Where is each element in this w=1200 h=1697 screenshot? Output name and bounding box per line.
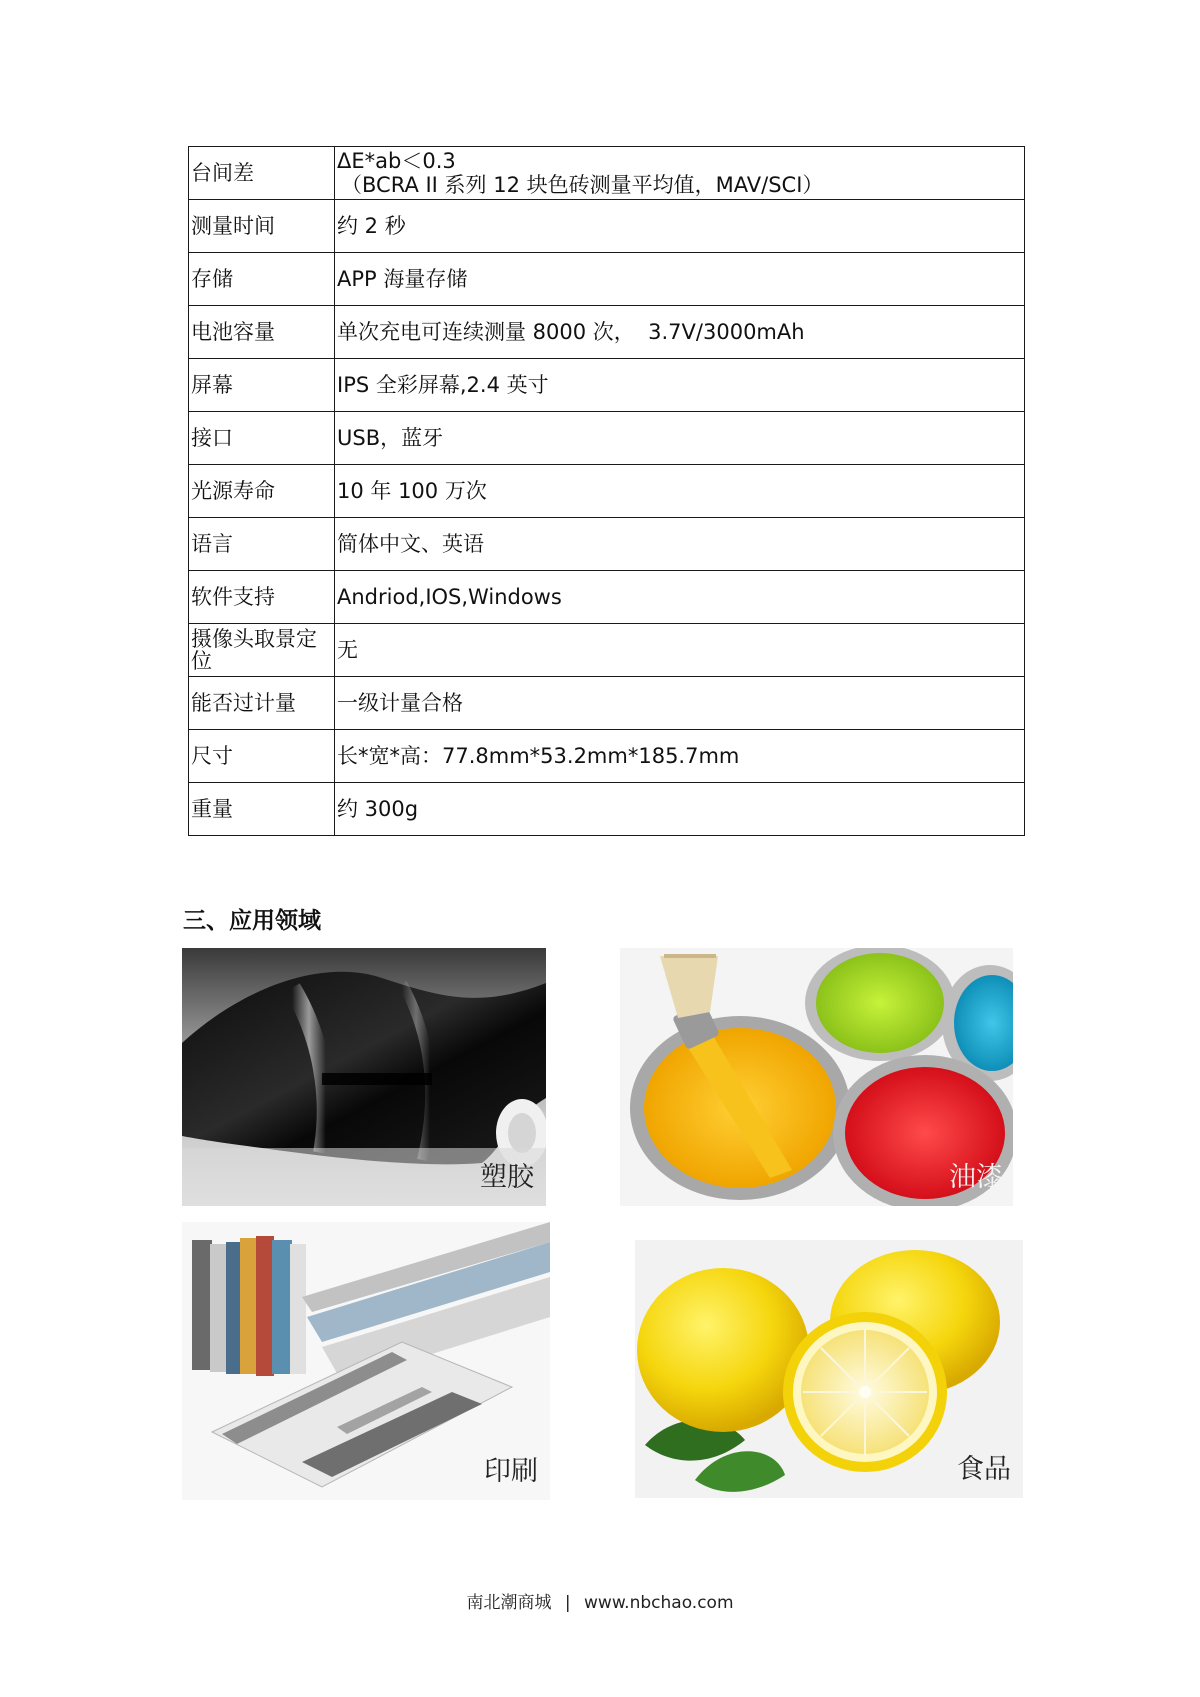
table-row [189,253,1025,306]
table-row [189,306,1025,359]
spec-value: USB，蓝牙 [335,412,1025,465]
spec-value [335,147,1025,200]
footer-site-name: 南北潮商城 [466,1593,552,1613]
spec-label: 接口 [189,412,335,465]
table-row [189,465,1025,518]
spec-label: 软件支持 [189,571,335,624]
plastic-caption: 塑胶 [480,1162,534,1193]
spec-value: 约 2 秒 [335,200,1025,253]
spec-value-line2: （BCRA II 系列 12 块色砖测量平均值，MAV/SCI） [341,173,824,197]
spec-table [188,146,1025,836]
spec-value: 长*宽*高：77.8mm*53.2mm*185.7mm [335,730,1025,783]
table-row [189,518,1025,571]
spec-value: 无 [335,624,1025,677]
spec-label: 尺寸 [189,730,335,783]
footer-url[interactable]: www.nbchao.com [584,1593,734,1613]
table-row [189,200,1025,253]
spec-label: 能否过计量 [189,677,335,730]
paint-caption: 油漆 [949,1162,1003,1193]
spec-value: 一级计量合格 [335,677,1025,730]
spec-value: APP 海量存储 [335,253,1025,306]
spec-value: IPS 全彩屏幕,2.4 英寸 [335,359,1025,412]
spec-label: 重量 [189,783,335,836]
page-footer [0,1588,1200,1613]
table-row [189,147,1025,200]
plastic-film-image [182,948,546,1206]
printing-caption: 印刷 [484,1456,538,1487]
spec-label: 测量时间 [189,200,335,253]
spec-label: 屏幕 [189,359,335,412]
spec-label: 存储 [189,253,335,306]
spec-label: 语言 [189,518,335,571]
spec-label: 台间差 [189,147,335,200]
table-row [189,412,1025,465]
table-row [189,571,1025,624]
spec-value: 约 300g [335,783,1025,836]
spec-value: 简体中文、英语 [335,518,1025,571]
spec-value: Andriod,IOS,Windows [335,571,1025,624]
spec-label: 光源寿命 [189,465,335,518]
spec-value: 10 年 100 万次 [335,465,1025,518]
table-row [189,783,1025,836]
table-row [189,677,1025,730]
food-caption: 食品 [957,1454,1011,1485]
footer-separator: | [564,1593,571,1613]
spec-label: 电池容量 [189,306,335,359]
spec-value: 单次充电可连续测量 8000 次， 3.7V/3000mAh [335,306,1025,359]
section-title: 三、应用领域 [183,908,321,934]
paint-cans-image [620,948,1013,1206]
spec-label: 摄像头取景定位 [189,624,335,677]
spec-value-line1: ΔE*ab＜0.3 [337,149,456,173]
lemons-image [635,1240,1023,1498]
table-row [189,624,1025,677]
printed-magazines-image [182,1222,550,1500]
table-row [189,730,1025,783]
table-row [189,359,1025,412]
